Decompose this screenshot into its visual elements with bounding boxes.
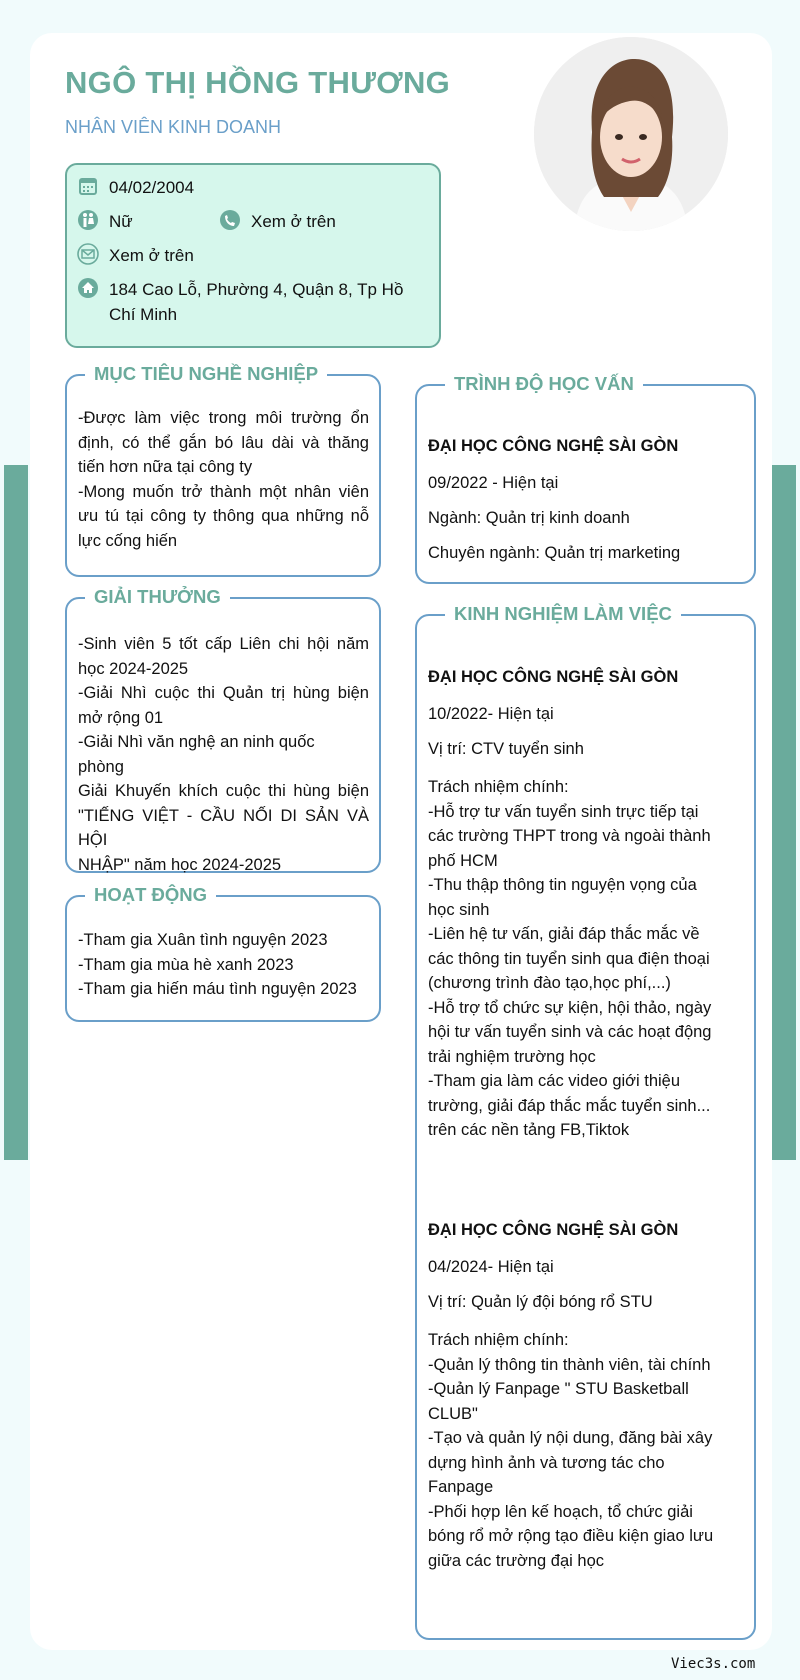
job-line: -Tạo và quản lý nội dung, đăng bài xây [428, 1429, 713, 1447]
job-org: ĐẠI HỌC CÔNG NGHỆ SÀI GÒN [428, 1221, 679, 1239]
job-line: trên các nền tảng FB,Tiktok [428, 1121, 630, 1139]
address-value [109, 277, 403, 327]
gender-value: Nữ [109, 212, 133, 231]
job-position: Vị trí: Quản lý đội bóng rổ STU [428, 1293, 653, 1311]
gender-icon [77, 209, 99, 231]
address-line1: 184 Cao Lỗ, Phường 4, Quận 8, Tp Hồ [109, 280, 404, 299]
experience-title: KINH NGHIỆM LÀM VIỆC [445, 602, 681, 626]
award-line: -Giải Nhì văn nghệ an ninh quốc [78, 733, 315, 751]
birthday-value: 04/02/2004 [109, 178, 195, 197]
objective-title: MỤC TIÊU NGHỀ NGHIỆP [85, 362, 327, 386]
job-line: -Quản lý thông tin thành viên, tài chính [428, 1355, 711, 1374]
objective-line: tiến hơn nữa tại công ty [78, 458, 253, 476]
objective-line: định, có thể gắn bó lâu dài và thăng [78, 433, 369, 452]
job-line: -Tham gia làm các video giới thiệu [428, 1072, 681, 1090]
job-period: 10/2022- Hiện tại [428, 705, 554, 723]
education-major: Ngành: Quản trị kinh doanh [428, 509, 630, 527]
job-line: các thông tin tuyển sinh qua điện thoại [428, 949, 710, 968]
left-decor-band [4, 465, 28, 1160]
objective-line: -Được làm việc trong môi trường ổn [78, 409, 369, 427]
job-line: CLUB" [428, 1404, 478, 1423]
job-line: Fanpage [428, 1478, 494, 1496]
phone-icon [219, 209, 241, 231]
award-line: "TIẾNG VIỆT - CẦU NỐI DI SẢN VÀ HỘI [78, 806, 369, 849]
job-line: -Phối hợp lên kế hoạch, tổ chức giải [428, 1502, 693, 1521]
email-value: Xem ở trên [109, 246, 194, 265]
job-line: bóng rổ mở rộng tạo điều kiện giao lưu [428, 1527, 714, 1545]
job-line: Trách nhiệm chính: [428, 1331, 569, 1349]
job-line: -Hỗ trợ tổ chức sự kiện, hội thảo, ngày [428, 998, 712, 1017]
award-line: -Sinh viên 5 tốt cấp Liên chi hội năm [78, 635, 369, 653]
education-specialization: Chuyên ngành: Quản trị marketing [428, 544, 681, 562]
objective-line: ưu tú tại công ty thông qua những nỗ [78, 507, 369, 525]
education-title: TRÌNH ĐỘ HỌC VẤN [445, 372, 643, 396]
job-position: Vị trí: CTV tuyển sinh [428, 740, 584, 758]
calendar-icon [77, 175, 99, 197]
candidate-name: NGÔ THỊ HỒNG THƯƠNG [65, 65, 451, 100]
objective-text [78, 406, 369, 553]
right-decor-band [772, 465, 796, 1160]
job-responsibilities [428, 1328, 744, 1573]
avatar-portrait [534, 37, 728, 231]
avatar [534, 37, 728, 231]
job-line: phố HCM [428, 851, 498, 870]
job-line: Trách nhiệm chính: [428, 778, 569, 796]
awards-text [78, 632, 369, 877]
job-line: -Thu thập thông tin nguyện vọng của [428, 876, 697, 894]
objective-line: lực cống hiến [78, 531, 178, 550]
job-line: học sinh [428, 900, 490, 919]
objective-section [65, 363, 381, 577]
job-line: trải nghiệm trường học [428, 1047, 596, 1066]
award-line: học 2024-2025 [78, 659, 189, 678]
activities-title: HOẠT ĐỘNG [85, 883, 216, 907]
awards-title: GIẢI THƯỞNG [85, 585, 230, 609]
experience-job [428, 1221, 744, 1573]
job-line: các trường THPT trong và ngoài thành [428, 827, 711, 845]
birthday-row [77, 175, 194, 200]
activities-text [78, 928, 369, 1002]
job-responsibilities [428, 775, 744, 1143]
activity-line: -Tham gia hiến máu tình nguyện 2023 [78, 980, 357, 998]
activity-line: -Tham gia Xuân tình nguyện 2023 [78, 931, 328, 949]
address-line2: Chí Minh [109, 305, 178, 324]
education-section [415, 373, 756, 584]
watermark: Viec3s.com [671, 1656, 756, 1672]
job-line: -Hỗ trợ tư vấn tuyển sinh trực tiếp tại [428, 802, 699, 821]
job-line: dựng hình ảnh và tương tác cho [428, 1453, 665, 1472]
award-line: Giải Khuyến khích cuộc thi hùng biện [78, 782, 369, 800]
activity-line: -Tham gia mùa hè xanh 2023 [78, 955, 294, 974]
education-period: 09/2022 - Hiện tại [428, 474, 559, 492]
job-line: giữa các trường đại học [428, 1551, 604, 1570]
home-icon [77, 277, 99, 299]
award-line: mở rộng 01 [78, 708, 164, 727]
job-line: -Quản lý Fanpage " STU Basketball [428, 1380, 689, 1398]
awards-section [65, 586, 381, 874]
experience-section [415, 603, 756, 1640]
experience-job [428, 668, 744, 1143]
job-line: (chương trình đào tạo,học phí,...) [428, 974, 671, 992]
education-school: ĐẠI HỌC CÔNG NGHỆ SÀI GÒN [428, 437, 679, 455]
email-row [77, 243, 194, 268]
job-line: trường, giải đáp thắc mắc tuyển sinh... [428, 1096, 711, 1115]
email-icon [77, 243, 99, 265]
job-title: NHÂN VIÊN KINH DOANH [65, 117, 282, 137]
job-period: 04/2024- Hiện tại [428, 1258, 554, 1276]
award-line: phòng [78, 757, 124, 776]
award-line: -Giải Nhì cuộc thi Quản trị hùng biện [78, 684, 369, 702]
address-row [77, 277, 403, 327]
phone-row [219, 209, 336, 234]
objective-line: -Mong muốn trở thành một nhân viên [78, 482, 369, 501]
activities-section [65, 884, 381, 1022]
gender-row [77, 209, 133, 234]
job-line: -Liên hệ tư vấn, giải đáp thắc mắc về [428, 925, 700, 943]
job-org: ĐẠI HỌC CÔNG NGHỆ SÀI GÒN [428, 668, 679, 686]
job-line: hội tư vấn tuyển sinh và các hoạt động [428, 1023, 712, 1041]
education-entry [428, 437, 744, 568]
phone-value: Xem ở trên [251, 212, 336, 231]
award-line: NHẬP" năm học 2024-2025 [78, 855, 282, 874]
contact-info-box [65, 163, 441, 348]
